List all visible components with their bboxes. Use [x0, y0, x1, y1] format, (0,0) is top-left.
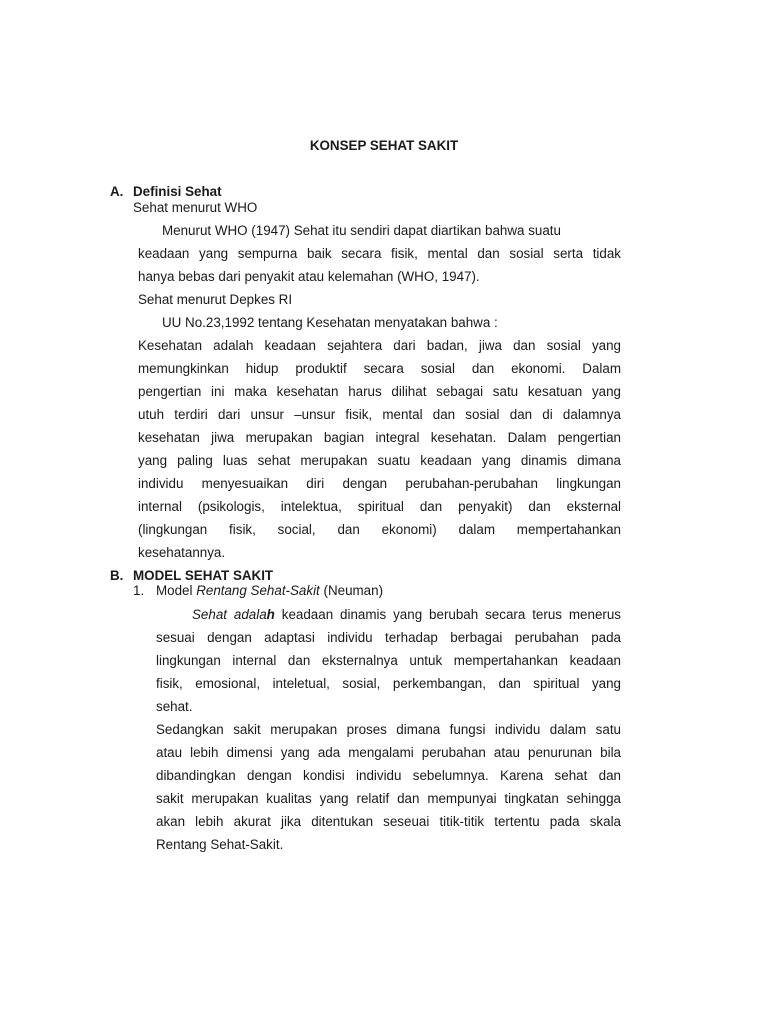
p1-line-4: fisik, emosional, inteletual, sosial, perkembangan, dan spiritual yang	[156, 676, 621, 691]
section-b-marker: B.	[110, 568, 124, 583]
depkes-line-7: individu menyesuaikan diri dengan perubahan-perubahan lingkungan	[138, 476, 621, 491]
p1-bold-italic: h	[266, 607, 275, 622]
item-1-label-prefix: Model	[156, 583, 197, 598]
depkes-line-4: utuh terdiri dari unsur –unsur fisik, mental dan sosial dan di dalamnya	[138, 407, 621, 422]
depkes-subheading: Sehat menurut Depkes RI	[138, 292, 293, 307]
who-line-2: keadaan yang sempurna baik secara fisik, mental dan sosial serta tidak	[138, 246, 621, 261]
depkes-line-10: kesehatannya.	[138, 545, 226, 560]
p1-line-3: lingkungan internal dan eksternalnya untuk mempertahankan keadaan	[156, 653, 621, 668]
depkes-line-5: kesehatan jiwa merupakan bagian integral kesehatan. Dalam pengertian	[138, 430, 621, 445]
p2-line-5: akan lebih akurat jika ditentukan seseuai titik-titik tertentu pada skala	[156, 814, 621, 829]
section-a-marker: A.	[110, 184, 124, 199]
item-1-label	[156, 583, 383, 599]
p1-italic-start: Sehat adala	[192, 607, 267, 622]
section-b-heading: MODEL SEHAT SAKIT	[133, 568, 274, 583]
p1-line-1-rest: keadaan dinamis yang berubah secara terus menerus	[274, 607, 621, 622]
who-subheading: Sehat menurut WHO	[133, 200, 258, 215]
item-1-label-italic: Rentang Sehat-Sakit	[196, 583, 320, 598]
p2-line-3: dibandingkan dengan kondisi individu sebelumnya. Karena sehat dan	[156, 768, 621, 783]
depkes-line-6: yang paling luas sehat merupakan suatu keadaan yang dinamis dimana	[138, 453, 621, 468]
who-line-1: Menurut WHO (1947) Sehat itu sendiri dapat diartikan bahwa suatu	[162, 223, 561, 238]
p2-line-2: atau lebih dimensi yang ada mengalami perubahan atau penurunan bila	[156, 745, 621, 760]
p1-line-2: sesuai dengan adaptasi individu terhadap berbagai perubahan pada	[156, 630, 621, 645]
p1-line-1	[192, 607, 621, 623]
depkes-line-8: internal (psikologis, intelektua, spiritual dan penyakit) dan eksternal	[138, 499, 621, 514]
depkes-line-2: memungkinkan hidup produktif secara sosial dan ekonomi. Dalam	[138, 361, 621, 376]
uu-line: UU No.23,1992 tentang Kesehatan menyatakan bahwa :	[162, 315, 498, 330]
item-1-label-suffix: (Neuman)	[319, 583, 384, 598]
p2-line-6: Rentang Sehat-Sakit.	[156, 837, 284, 852]
depkes-line-3: pengertian ini maka kesehatan harus dilihat sebagai satu kesatuan yang	[138, 384, 621, 399]
who-line-3: hanya bebas dari penyakit atau kelemahan (WHO, 1947).	[138, 269, 480, 284]
who-paragraph-line	[162, 223, 621, 239]
p2-line-4: sakit merupakan kualitas yang relatif dan mempunyai tingkatan sehingga	[156, 791, 621, 806]
section-a-heading: Definisi Sehat	[133, 184, 222, 199]
item-1-number: 1.	[133, 583, 145, 598]
depkes-line-1: Kesehatan adalah keadaan sejahtera dari badan, jiwa dan sosial yang	[138, 338, 621, 353]
depkes-line-9: (lingkungan fisik, social, dan ekonomi) dalam mempertahankan	[138, 522, 621, 537]
p2-line-1: Sedangkan sakit merupakan proses dimana fungsi individu dalam satu	[156, 722, 621, 737]
page-title: KONSEP SEHAT SAKIT	[309, 138, 459, 153]
p1-line-5: sehat.	[156, 699, 193, 714]
